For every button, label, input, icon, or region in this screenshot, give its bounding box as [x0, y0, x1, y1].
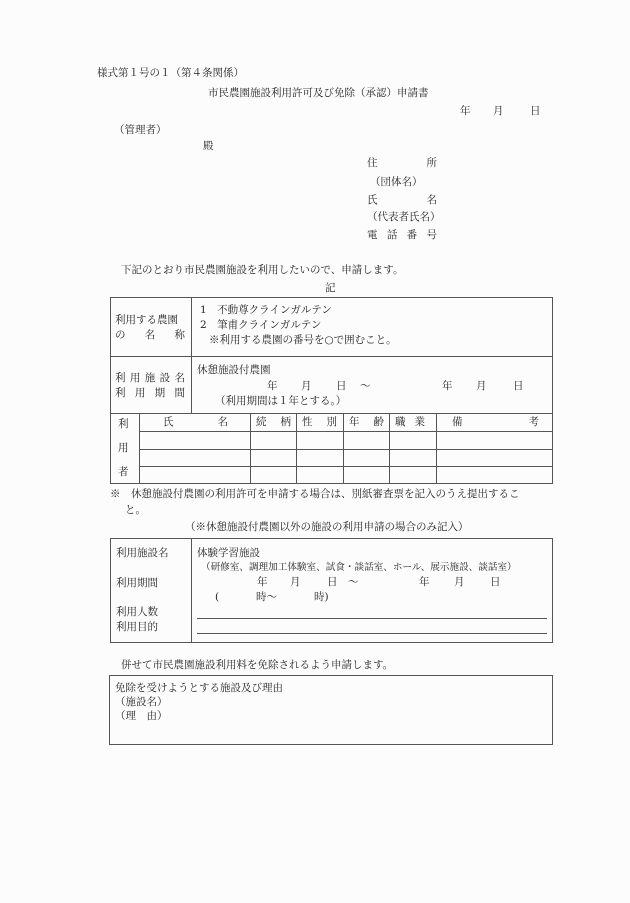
label-purpose: 利用目的 — [116, 621, 158, 633]
time-to[interactable]: 時) — [314, 591, 329, 603]
note-1: ※ 休憩施設付農園の利用許可を申請する場合は、別紙審査票を記入のうえ提出するこ — [110, 488, 520, 500]
ki-label: 記 — [325, 282, 336, 294]
people-field[interactable] — [197, 618, 547, 619]
exemption-intro: 併せて市民農園施設利用料を免除されるよう申請します。 — [121, 659, 394, 671]
users-label: 者 — [118, 466, 129, 478]
period-end-year[interactable]: 年 — [442, 380, 453, 392]
other-facility-table — [110, 538, 553, 643]
label-facility: 利用施設名 — [116, 547, 169, 559]
form-title: 市民農園施設利用許可及び免除（承認）申請書 — [208, 87, 429, 99]
group-name-label: （団体名） — [370, 176, 423, 188]
time-from[interactable]: 時～ — [256, 591, 277, 603]
period2-start-day[interactable]: 日 — [327, 576, 338, 588]
period2-tilde: ～ — [348, 576, 359, 588]
name-label: 氏 名 — [367, 194, 437, 206]
phone-label: 電 話 番 号 — [367, 229, 437, 241]
date-month: 月 — [493, 105, 504, 117]
facility-name-label: 利 用 施 設 名 — [115, 372, 185, 384]
col-header-sex: 性 別 — [302, 416, 337, 428]
users-label: 利 — [118, 418, 129, 430]
label-people: 利用人数 — [116, 606, 158, 618]
note-2: （※休憩施設付農園以外の施設の利用申請の場合のみ記入） — [185, 521, 469, 533]
honorific: 殿 — [203, 140, 214, 152]
period-tilde: ～ — [360, 380, 371, 392]
time-open: ( — [215, 591, 220, 603]
period2-end-day[interactable]: 日 — [490, 576, 501, 588]
user-rows-area[interactable] — [140, 432, 552, 483]
col-header-occupation: 職 業 — [395, 416, 425, 428]
table-divider — [110, 356, 553, 357]
date-day: 日 — [530, 105, 541, 117]
farm-name-label-2: の 名 称 — [115, 329, 185, 341]
period-note: （利用期間は１年とする。） — [215, 395, 347, 407]
col-header-name: 氏 名 — [163, 416, 228, 428]
farm-option-1[interactable]: 1 不動尊クラインガルテン — [200, 304, 332, 316]
table-divider — [191, 297, 192, 413]
form-number: 様式第１号の１（第４条関係） — [97, 67, 244, 79]
period2-end-month[interactable]: 月 — [454, 576, 465, 588]
representative-label: （代表者氏名） — [367, 211, 441, 223]
table-divider — [110, 413, 553, 414]
exemption-reason-label: （理 由） — [115, 710, 168, 722]
users-label: 用 — [118, 442, 129, 454]
period2-start-year[interactable]: 年 — [257, 576, 268, 588]
facility-list: （研修室、調理加工体験室、試食・談話室、ホール、展示施設、談話室） — [201, 562, 517, 573]
col-header-age: 年 齢 — [349, 416, 384, 428]
period-start-month[interactable]: 月 — [301, 380, 312, 392]
purpose-field[interactable] — [197, 633, 547, 634]
table-divider — [191, 538, 192, 643]
period2-end-year[interactable]: 年 — [419, 576, 430, 588]
farm-name-label: 利用する農園 — [115, 314, 178, 326]
period-end-day[interactable]: 日 — [513, 380, 524, 392]
manager-label: （管理者） — [114, 124, 167, 136]
farm-note: ※利用する農園の番号を○で囲むこと。 — [209, 334, 397, 346]
facility-name-value: 体験学習施設 — [197, 547, 260, 559]
facility-name-value: 休憩施設付農園 — [197, 364, 271, 376]
intro-text: 下記のとおり市民農園施設を利用したいので、申請します。 — [121, 264, 404, 276]
col-header-relation: 続 柄 — [256, 416, 291, 428]
exemption-heading: 免除を受けようとする施設及び理由 — [115, 682, 283, 694]
note-1-cont: と。 — [125, 504, 146, 516]
col-header-remarks: 備 考 — [452, 416, 539, 428]
exemption-facility-label: （施設名） — [115, 696, 168, 708]
period-end-month[interactable]: 月 — [476, 380, 487, 392]
farm-option-2[interactable]: 2 筆甫クラインガルテン — [200, 319, 322, 331]
address-label: 住 所 — [367, 157, 437, 169]
label-period: 利用期間 — [116, 577, 158, 589]
period2-start-month[interactable]: 月 — [290, 576, 301, 588]
date-year: 年 — [460, 105, 471, 117]
period-label: 利 用 期 間 — [115, 387, 185, 399]
period-start-year[interactable]: 年 — [267, 380, 278, 392]
period-start-day[interactable]: 日 — [336, 380, 347, 392]
